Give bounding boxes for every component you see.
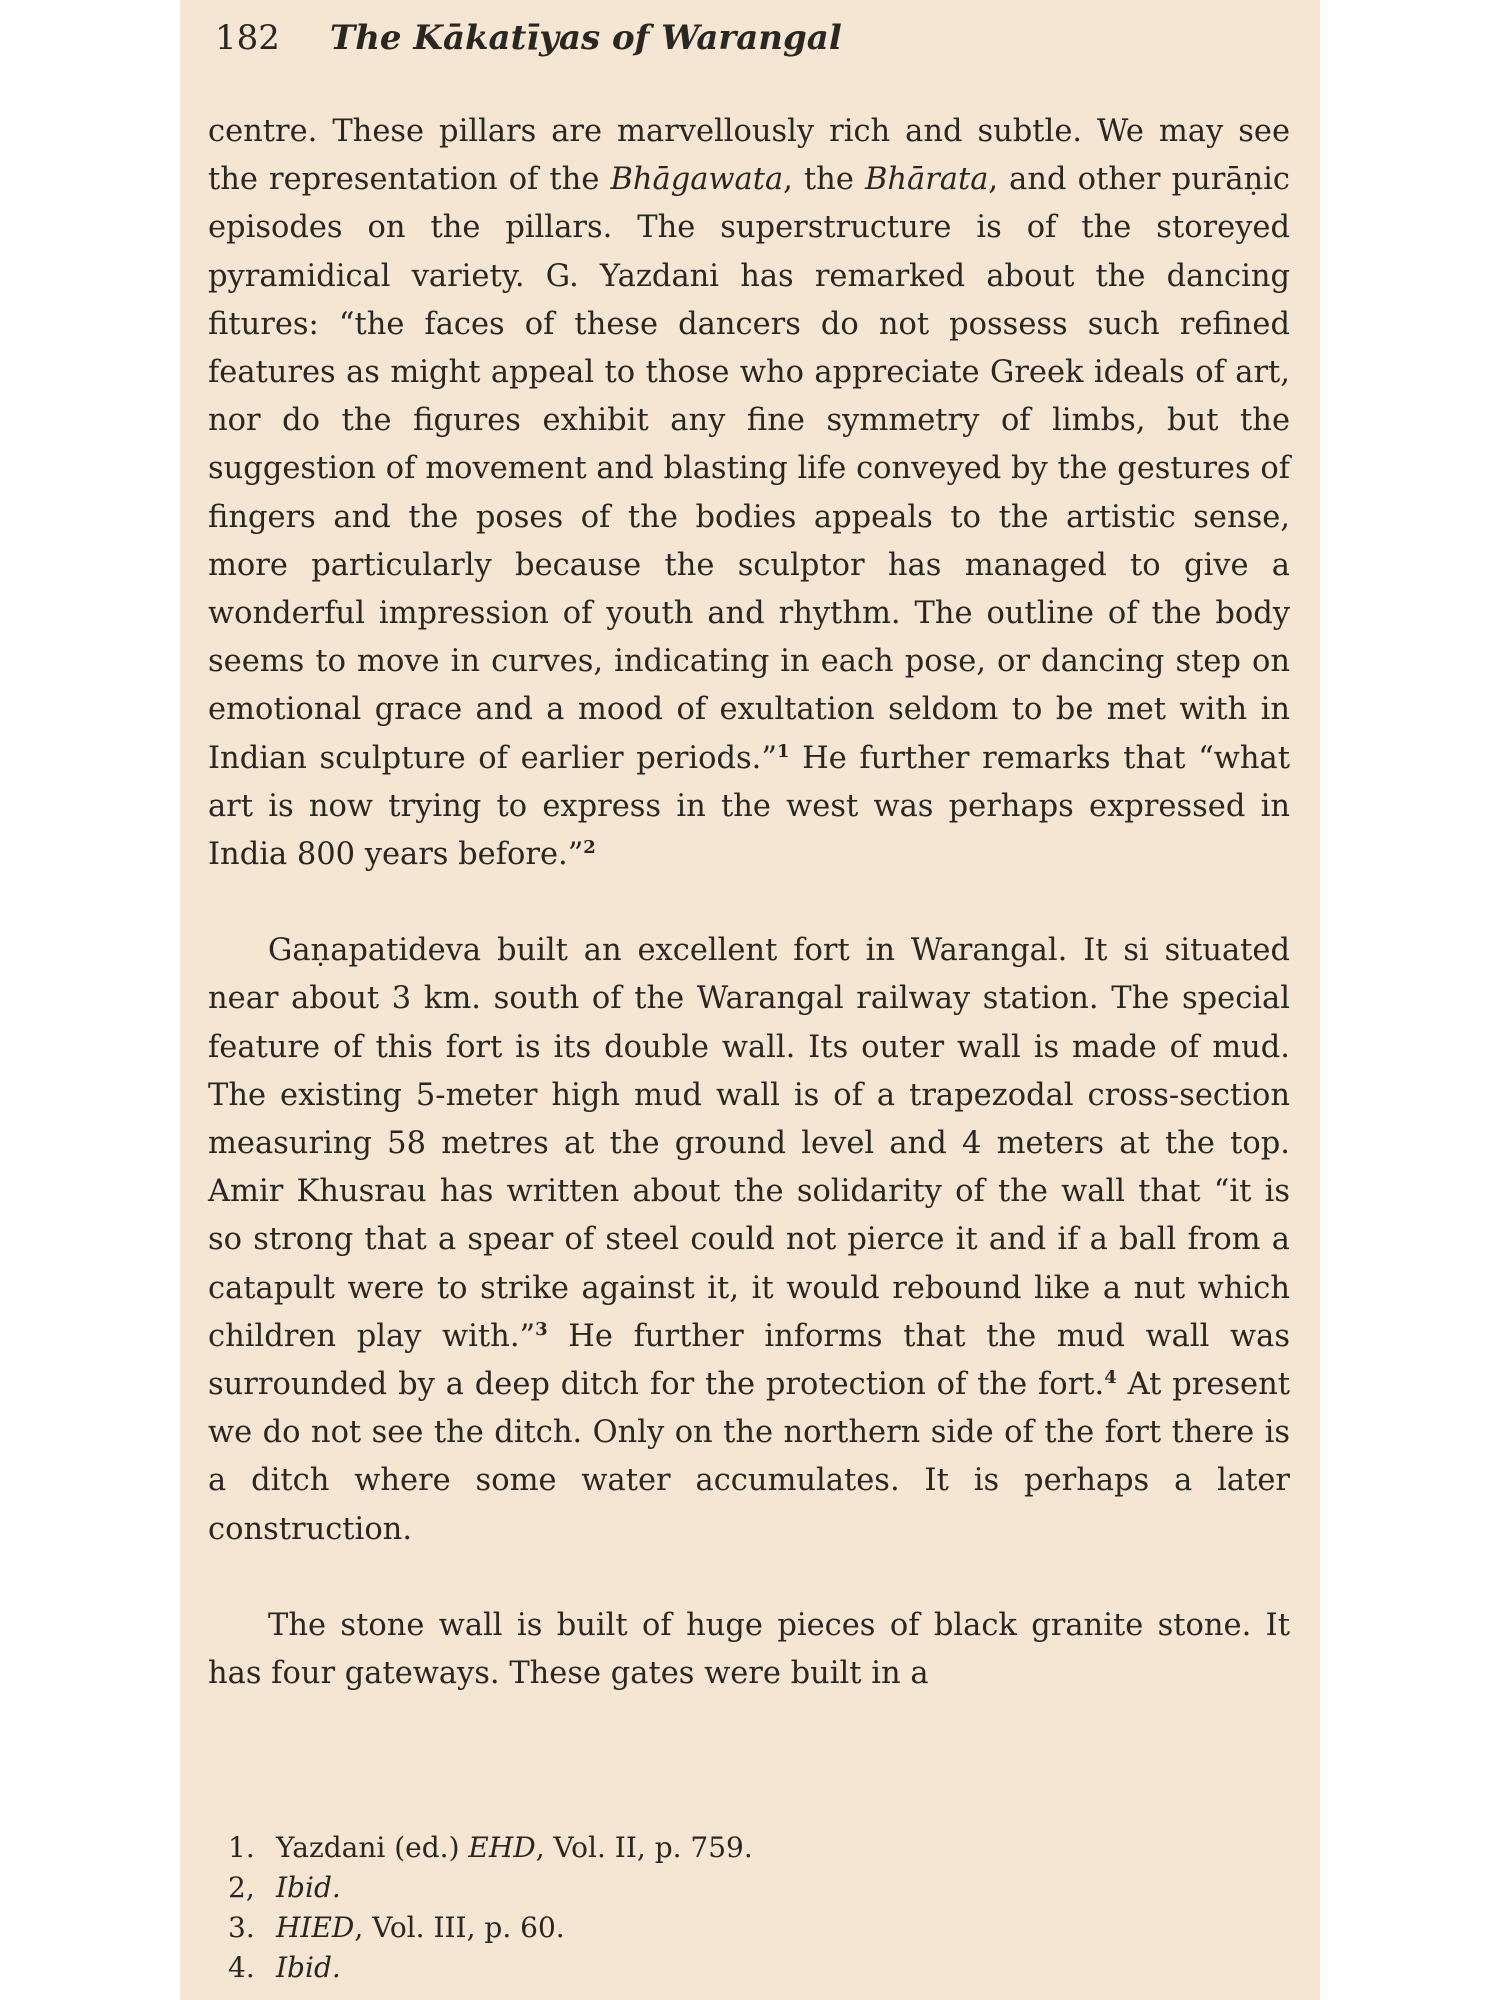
book-page <box>180 0 1320 2000</box>
footnote-number: 4. <box>228 1951 255 1984</box>
paragraph-fort <box>208 927 1290 1554</box>
italic-term: Bhārata <box>864 162 989 198</box>
footnote-text: Ibid. <box>276 1871 341 1904</box>
paragraph-stone-wall: The stone wall is built of huge pieces of black granite stone. It has four gateways. These gates were built in a <box>208 1607 1290 1692</box>
footnote-text: Ibid. <box>276 1951 341 1984</box>
footnote-ref: 2 <box>583 836 596 858</box>
text-segment: He further remarks that “what art is now trying to express in the west was perhaps expressed in India 800 years before.” <box>208 740 1290 873</box>
book-title: The Kākatīyas of Warangal <box>329 18 842 58</box>
footnotes <box>228 1828 753 1988</box>
footnote-number: 2, <box>228 1871 255 1904</box>
footnote-ref: 3 <box>535 1318 548 1340</box>
footnote-ref: 4 <box>1104 1366 1117 1388</box>
footnote-ref: 1 <box>776 740 790 762</box>
running-head <box>215 18 842 58</box>
italic-term: Bhāgawata <box>610 162 784 198</box>
text-segment: , and other purāṇic episodes on the pillars. The superstructure is of the storeyed pyramidical variety. G. Yazdani has remarked about the dancing fitures: “the faces of these dancers do not possess such refined features as might appeal to those who appreciate Greek ideals of art, nor do the figures exhibit any fine symmetry of limbs, but the suggestion of movement and blasting life conveyed by the gestures of fingers and the poses of the bodies appeals to the artistic sense, more particularly because the sculptor has managed to give a wonderful impression of youth and rhythm. The outline of the body seems to move in curves, indicating in each pose, or dancing step on emotional grace and a mood of exultation seldom to be met with in Indian sculpture of earlier periods.” <box>208 162 1290 776</box>
text-segment: centre. These pillars are marvellously rich and subtle. We may see the representation of the <box>208 114 1290 198</box>
footnote-1 <box>228 1828 753 1868</box>
body-text <box>208 108 1290 1698</box>
text-segment: He further informs that the mud wall was surrounded by a deep ditch for the protection of the fort. <box>208 1318 1290 1403</box>
text-segment: Gaṇapatideva built an excellent fort in Warangal. It si situated near about 3 km. south of the Warangal railway station. The special feature of this fort is its double wall. Its outer wall is made of mud. The existing 5-meter high mud wall is of a trapezodal cross-section measuring 58 metres at the ground level and 4 meters at the top. Amir Khusrau has written about the solidarity of the wall that “it is so strong that a spear of steel could not pierce it and if a ball from a catapult were to strike against it, it would rebound like a nut which children play with.” <box>208 933 1290 1354</box>
footnote-number: 3. <box>228 1911 255 1944</box>
footnote-text: HIED, Vol. III, p. 60. <box>276 1911 565 1944</box>
footnote-number: 1. <box>228 1831 255 1864</box>
text-segment: , the <box>783 162 865 198</box>
page-number: 182 <box>215 18 280 58</box>
footnote-4 <box>228 1948 753 1988</box>
paragraph-pillars <box>208 108 1290 879</box>
text-segment: At present we do not see the ditch. Only on the northern side of the fort there is a ditch where some water accumulates. It is perhaps a later construction. <box>208 1367 1290 1547</box>
footnote-text: Yazdani (ed.) EHD, Vol. II, p. 759. <box>276 1831 753 1864</box>
footnote-2 <box>228 1868 753 1908</box>
footnote-3 <box>228 1908 753 1948</box>
